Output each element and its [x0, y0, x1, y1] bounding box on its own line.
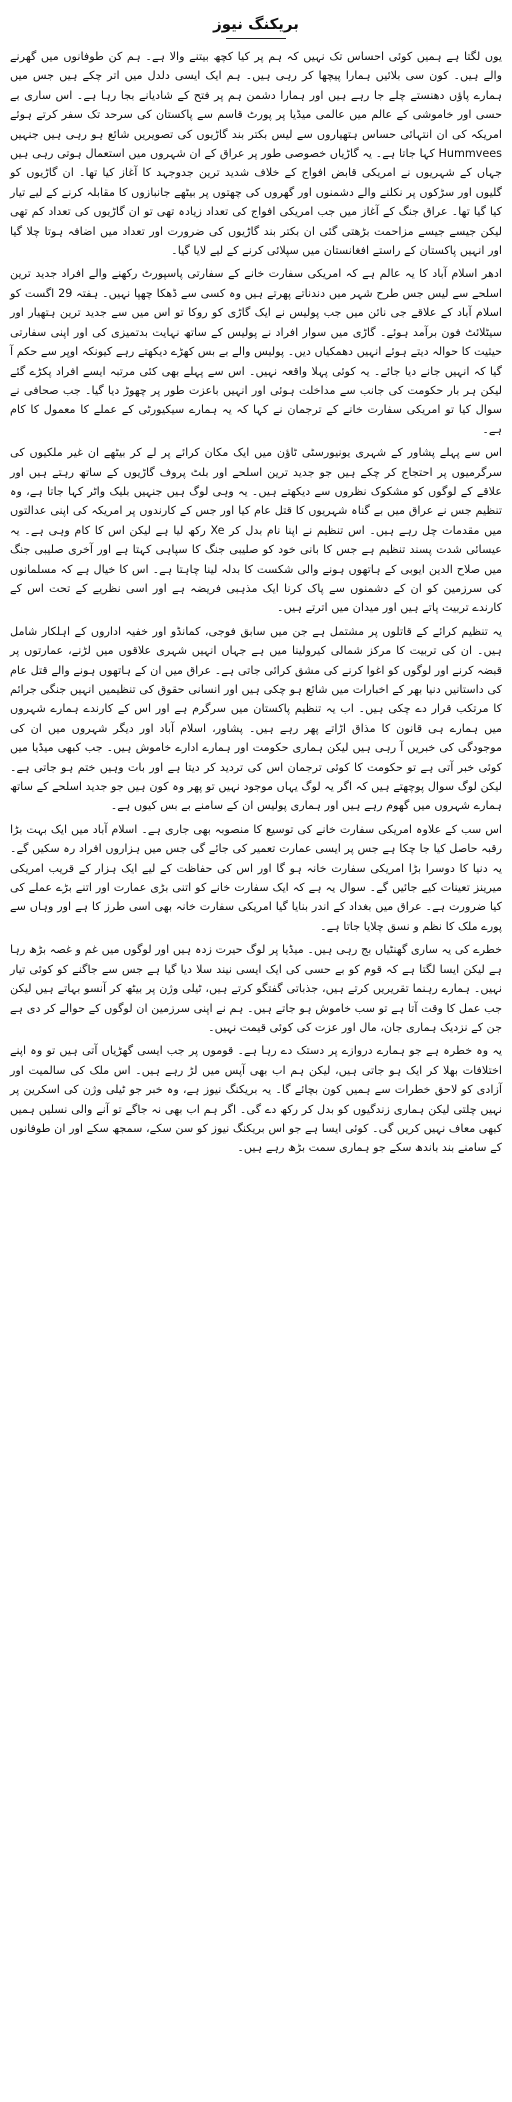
article-paragraph: ادھر اسلام آباد کا یہ عالم ہے کہ امریکی سفارت خانے کے سفارتی پاسپورٹ رکھنے والے افراد جدید ترین اسلحے سے لیس جس طرح شہر میں دندناتے پھرتے ہیں وہ کسی سے ڈھکا چھپا نہیں۔ ہفتہ 29 اگست کو اسلام آباد کے علاقے جی نائن میں جب پولیس نے ایک گاڑی کو روکا تو اس میں سے جدید ترین ہتھیار اور سیٹلائٹ فون برآمد ہوئے۔ گاڑی میں سوار افراد نے پولیس کے ساتھ نہایت بدتمیزی کی اور اپنی سفارتی حیثیت کا حوالہ دیتے ہوئے انہیں دھمکیاں دیں۔ پولیس والے بے بس کھڑے دیکھتے رہے کیونکہ اوپر سے حکم آ گیا کہ انہیں جانے دیا جائے۔ یہ کوئی پہلا واقعہ نہیں۔ اس سے پہلے بھی کئی مرتبہ ایسے افراد پکڑے گئے لیکن ہر بار حکومت کی جانب سے مداخلت ہوئی اور انہیں باعزت طور پر چھوڑ دیا گیا۔ جب صحافی نے سوال کیا تو امریکی سفارت خانے کے ترجمان نے کہا کہ یہ ہمارے سیکیورٹی کے عملے کا معمول کا کام ہے۔ [10, 267, 502, 436]
article-paragraph: یہ وہ خطرہ ہے جو ہمارے دروازے پر دستک دے رہا ہے۔ قوموں پر جب ایسی گھڑیاں آتی ہیں تو وہ اپنے اختلافات بھلا کر ایک ہو جاتی ہیں، لیکن ہم اب بھی آپس میں لڑ رہے ہیں۔ اس ملک کی سالمیت اور آزادی کو لاحق خطرات سے ہمیں کون بچائے گا۔ یہ بریکنگ نیوز ہے، وہ خبر جو ٹیلی وژن کی اسکرین پر نہیں چلتی لیکن ہماری زندگیوں کو بدل کر رکھ دے گی۔ اگر ہم اب بھی نہ جاگے تو آنے والی نسلیں ہمیں کبھی معاف نہیں کریں گی۔ کوئی ایسا ہے جو اس بریکنگ نیوز کو سن سکے، سمجھ سکے اور ان طوفانوں کے سامنے بند باندھ سکے جو ہماری سمت بڑھ رہے ہیں۔ [10, 1044, 502, 1155]
article-paragraph: اس سب کے علاوہ امریکی سفارت خانے کی توسیع کا منصوبہ بھی جاری ہے۔ اسلام آباد میں ایک بہت بڑا رقبہ حاصل کیا جا چکا ہے جس پر ایسی عمارت تعمیر کی جائے گی جس میں ہزاروں افراد رہ سکیں گے۔ یہ دنیا کا دوسرا بڑا امریکی سفارت خانہ ہو گا اور اس کی حفاظت کے لیے ایک ہزار کے قریب امریکی میرینز تعینات کیے جائیں گے۔ سوال یہ ہے کہ ایک سفارت خانے کو اتنی بڑی عمارت اور اتنے بڑے عملے کی کیا ضرورت ہے۔ عراق میں بغداد کے اندر بنایا گیا امریکی سفارت خانہ بھی اسی طرز کا ہے اور وہاں سے پورے ملک کا نظم و نسق چلایا جاتا ہے۔ [10, 822, 502, 933]
article-title: بریکنگ نیوز [213, 15, 299, 33]
title-divider [226, 38, 286, 39]
article-paragraph: یہ تنظیم کرائے کے قاتلوں پر مشتمل ہے جن میں سابق فوجی، کمانڈو اور خفیہ اداروں کے اہلکار شامل ہیں۔ ان کی تربیت کا مرکز شمالی کیرولینا میں ہے جہاں انہیں شہری علاقوں میں لڑنے، عمارتوں پر قبضہ کرنے اور لوگوں کو اغوا کرنے کی مشق کرائی جاتی ہے۔ عراق میں ان کے ہاتھوں ہونے والے قتل عام کی داستانیں دنیا بھر کے اخبارات میں شائع ہو چکی ہیں اور انسانی حقوق کی تنظیمیں انہیں جنگی جرائم کا مرتکب قرار دے چکی ہیں۔ اب یہ تنظیم پاکستان میں سرگرم ہے اور اس کے کارندے ہمارے شہروں میں ہمارے ہی قانون کا مذاق اڑاتے پھر رہے ہیں۔ پشاور، اسلام آباد اور دیگر شہروں میں ان کی موجودگی کی خبریں آ رہی ہیں لیکن ہماری حکومت اور ہمارے ادارے خاموش ہیں۔ جب کبھی میڈیا میں کوئی خبر آتی ہے تو حکومت کا کوئی ترجمان اس کی تردید کر دیتا ہے اور بات وہیں ختم ہو جاتی ہے۔ لیکن لوگ سوال پوچھتے ہیں کہ اگر یہ لوگ یہاں موجود نہیں تو پھر وہ کون ہیں جو جدید اسلحے کے ساتھ ہمارے شہروں میں گھوم رہے ہیں اور ہماری پولیس ان کے سامنے بے بس کیوں ہے۔ [10, 624, 502, 813]
article-paragraph: اس سے پہلے پشاور کے شہری یونیورسٹی ٹاؤن میں ایک مکان کرائے پر لے کر بیٹھے ان غیر ملکیوں کی سرگرمیوں پر احتجاج کر چکے ہیں جو جدید ترین اسلحے اور بلٹ پروف گاڑیوں کے ساتھ رہتے ہیں اور علاقے کے لوگوں کو مشکوک نظروں سے دیکھتے ہیں۔ یہ وہی لوگ ہیں جنہیں بلیک واٹر کہا جاتا ہے، وہ تنظیم جس نے عراق میں بے گناہ شہریوں کا قتل عام کیا اور جس کے کارندوں پر امریکہ کی اپنی عدالتوں میں مقدمات چل رہے ہیں۔ اس تنظیم نے اپنا نام بدل کر Xe رکھ لیا ہے لیکن اس کا کام وہی ہے۔ یہ عیسائی شدت پسند تنظیم ہے جس کا بانی خود کو صلیبی جنگ کا سپاہی کہتا ہے اور آخری صلیبی جنگ میں صلاح الدین ایوبی کے ہاتھوں ہونے والی شکست کا بدلہ لینا چاہتا ہے۔ اس کا خیال ہے کہ مسلمانوں کی سرزمین کو ان کے دشمنوں سے پاک کرنا ایک مذہبی فریضہ ہے اور اسی نظریے کے تحت اس کے کارندے تربیت پاتے ہیں اور میدان میں اترتے ہیں۔ [10, 446, 503, 615]
article-paragraph: یوں لگتا ہے ہمیں کوئی احساس تک نہیں کہ ہم پر کیا کچھ بیتنے والا ہے۔ ہم کن طوفانوں میں گھرنے والے ہیں۔ کون سی بلائیں ہمارا پیچھا کر رہی ہیں۔ ہم ایک ایسی دلدل میں اتر چکے ہیں جس میں ہمارے پاؤں دھنستے چلے جا رہے ہیں اور ہمارا دشمن ہم پر فتح کے شادیانے بجا رہا ہے۔ اس ساری بے حسی اور خاموشی کے عالم میں عالمی میڈیا پر پورٹ قاسم سے پاکستان کی سرحد تک سفر کرتے ہوئے امریکہ کی ان انتہائی حساس ہتھیاروں سے لیس بکتر بند گاڑیوں کی تصویریں شائع ہو رہی ہیں جنہیں Hummvees کہا جاتا ہے۔ یہ گاڑیاں خصوصی طور پر عراق کے ان شہروں میں استعمال ہوتی رہی ہیں جہاں کے شہریوں نے امریکی قابض افواج کے خلاف شدید ترین جدوجہد کا آغاز کیا تھا۔ ان گاڑیوں کو گلیوں اور سڑکوں پر نکلنے والے دشمنوں اور گھروں کی چھتوں پر بیٹھے جانبازوں کا مقابلہ کرنے کے لیے تیار کیا گیا تھا۔ عراق جنگ کے آغاز میں جب امریکی افواج کی تعداد زیادہ تھی تو ان گاڑیوں کی تعداد کم تھی لیکن جیسے جیسے مزاحمت بڑھتی گئی ان بکتر بند گاڑیوں کی ضرورت اور تعداد میں اضافہ ہوتا چلا گیا اور انہیں پاکستان کے راستے افغانستان میں سپلائی کرنے کے لیے لایا گیا۔ [10, 50, 502, 258]
article-body [10, 47, 502, 1158]
article-paragraph: خطرے کی یہ ساری گھنٹیاں بج رہی ہیں۔ میڈیا پر لوگ حیرت زدہ ہیں اور لوگوں میں غم و غصہ بڑھ رہا ہے لیکن ایسا لگتا ہے کہ قوم کو بے حسی کی ایک ایسی نیند سلا دیا گیا ہے جس سے جاگنے کو کوئی تیار نہیں۔ ہمارے رہنما تقریریں کرتے ہیں، جذباتی گفتگو کرتے ہیں، ٹیلی وژن پر بیٹھ کر آنسو بہاتے ہیں لیکن جب عمل کا وقت آتا ہے تو سب خاموش ہو جاتے ہیں۔ ہم نے اپنی سرزمین ان لوگوں کے حوالے کر دی ہے جن کے نزدیک ہماری جان، مال اور عزت کی کوئی قیمت نہیں۔ [10, 943, 502, 1034]
